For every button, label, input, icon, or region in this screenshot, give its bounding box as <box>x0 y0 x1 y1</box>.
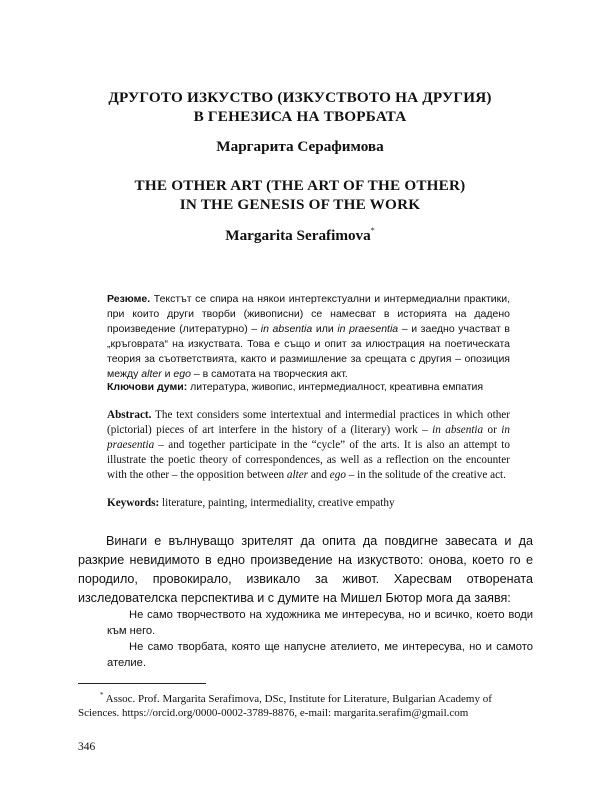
abstract-bg-italic-2: in praesentia <box>337 323 399 335</box>
abstract-english <box>107 408 510 483</box>
abstract-bg-label: Резюме. <box>107 293 151 305</box>
author-en-text: Margarita Serafimova <box>225 227 371 244</box>
abstract-en-text-3: – and together participate in the “cycle” of the arts. It is also an attempt to illustrate the poetic theory of correspondences, as well as a reflection on the encounter with the other – the opposition between <box>107 439 510 481</box>
footnote-mark: * <box>100 691 104 699</box>
abstract-bg-text-5: – в самотата на творческия акт. <box>190 368 348 380</box>
abstract-bulgarian <box>107 292 510 382</box>
title-en-line-2: IN THE GENESIS OF THE WORK <box>179 196 421 213</box>
article-title-bulgarian <box>60 88 540 126</box>
keywords-english <box>107 496 510 511</box>
author-name-english <box>60 226 540 245</box>
abstract-bg-text: Текстът се спира на някои интертекстуални и интермедиални практики, при които други творби (живописни) се намесват в историята на дадено произведение (литературно) – <box>107 293 510 335</box>
footnote-text: Assoc. Prof. Margarita Serafimova, DSc, Institute for Literature, Bulgarian Academy of Sciences. https://orcid.org/0000-0002-3789-8876, e-mail: margarita.serafim@gmail.com <box>78 693 492 719</box>
keywords-bg-text: литература, живопис, интермедиалност, креативна емпатия <box>187 381 484 393</box>
footnote-divider <box>78 683 206 684</box>
footnote-marker[interactable]: * <box>370 226 375 235</box>
abstract-en-italic-2: in praesentia <box>107 424 510 451</box>
block-quote-2: Не само творбата, която ще напусне ателието, ме интересува, но и самото ателие. <box>107 641 533 669</box>
block-quote-1: Не само творчеството на художника ме интересува, но и всичко, което води към него. <box>107 609 533 637</box>
abstract-en-text-4: and <box>308 469 330 481</box>
abstract-bg-italic-3: alter <box>141 368 162 380</box>
abstract-bg-text-2: или <box>312 323 338 335</box>
title-bg-line-1: ДРУГОТО ИЗКУСТВО (ИЗКУСТВОТО НА ДРУГИЯ) <box>108 89 492 106</box>
body-paragraph: Винаги е вълнуващо зрителят да опита да повдигне завесата и да разкрие невидимото в едно произведение на изкуството: онова, което го е породило, провокирало, извикало за живот. Харесвам отворената изследователска перспектива и с думите на Мишел Бютор мога да заявя: <box>78 534 533 605</box>
abstract-bg-italic-1: in absentia <box>260 323 313 335</box>
abstract-en-italic-4: ego <box>329 469 346 481</box>
title-en-line-1: THE OTHER ART (THE ART OF THE OTHER) <box>134 177 466 194</box>
article-title-english <box>60 176 540 214</box>
abstract-bg-text-3: – и заедно участват в „кръговрата“ на изкуствата. Това е също и опит за илюстрация на поетическата теория за съответствията, както и размишление за срещата с другия – опозиция между <box>107 323 510 380</box>
abstract-bg-italic-4: ego <box>173 368 191 380</box>
abstract-en-text-2: or <box>483 424 502 436</box>
keywords-en-text: literature, painting, intermediality, creative empathy <box>159 497 395 509</box>
keywords-bulgarian <box>107 380 510 395</box>
abstract-bg-text-4: и <box>161 368 174 380</box>
keywords-en-label: Keywords: <box>107 497 160 509</box>
author-name-bulgarian: Маргарита Серафимова <box>216 138 384 155</box>
abstract-en-label: Abstract. <box>107 409 152 421</box>
title-bg-line-2: В ГЕНЕЗИСА НА ТВОРБАТА <box>193 108 407 125</box>
abstract-en-italic-3: alter <box>286 469 309 481</box>
keywords-bg-label: Ключови думи: <box>107 381 188 393</box>
footnote <box>78 688 533 720</box>
abstract-en-italic-1: in absentia <box>432 424 484 436</box>
abstract-en-text-5: – in the solitude of the creative act. <box>345 469 506 481</box>
abstract-en-text: The text considers some intertextual and intermedial practices in which other (pictorial) pieces of art interfere in the history of a (literary) work – <box>107 409 510 436</box>
page-number: 346 <box>78 741 96 753</box>
